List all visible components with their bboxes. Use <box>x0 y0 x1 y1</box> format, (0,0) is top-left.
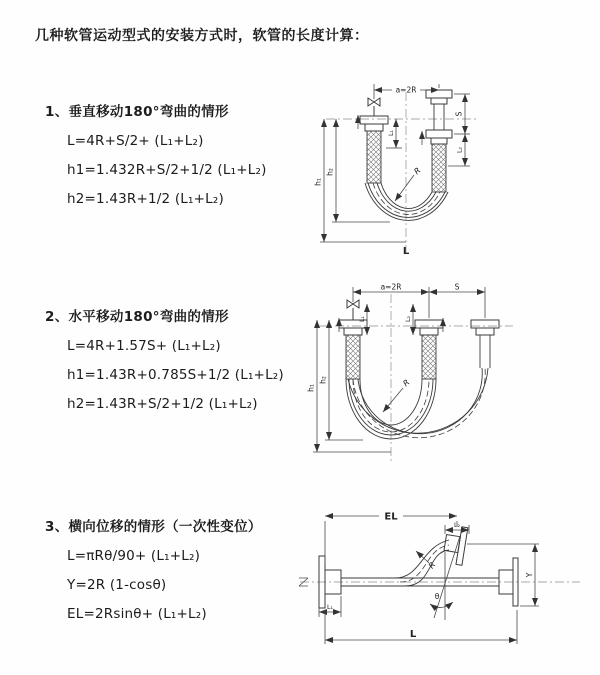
diagram-lateral-displacement <box>295 500 585 655</box>
formula-line: EL=2Rsinθ+ (L₁+L₂) <box>67 606 207 622</box>
dimension-s <box>454 94 470 134</box>
left-flange-fitting <box>339 320 367 379</box>
formula-line: L=4R+1.57S+ (L₁+L₂) <box>67 338 221 354</box>
diagram-horizontal-180-bend <box>303 276 583 471</box>
formula-line: L=4R+S/2+ (L₁+L₂) <box>67 133 204 149</box>
dim-label-h2: h₂ <box>318 376 328 384</box>
left-flange-fitting <box>360 116 388 183</box>
middle-flange-fitting <box>415 320 443 379</box>
formula-line: Y=2R (1-cosθ) <box>67 577 167 593</box>
dim-label-l1: L₁ <box>326 604 334 611</box>
formula-line: h2=1.43R+1/2 (L₁+L₂) <box>67 191 224 207</box>
dimension-a2r <box>374 84 439 99</box>
dimension-l1 <box>319 596 341 617</box>
dim-label-h1: h₁ <box>313 178 323 186</box>
section-vertical-movement <box>45 100 310 207</box>
dim-label-el: EL <box>384 511 398 523</box>
dimension-a2r <box>353 283 485 319</box>
formula-line: h2=1.43R+S/2+1/2 (L₁+L₂) <box>67 396 258 412</box>
diagram-vertical-180-bend <box>306 72 576 257</box>
dim-label-s: S <box>454 111 464 117</box>
section-horizontal-movement <box>45 305 310 412</box>
formula-line: L=πRθ/90+ (L₁+L₂) <box>67 548 201 564</box>
dim-label-r: R <box>426 560 438 571</box>
section-3-heading: 3、横向位移的情形（一次性变位） <box>45 519 262 535</box>
dim-label-h2: h₂ <box>325 168 335 176</box>
right-flange-fitting <box>426 90 452 192</box>
dim-label-r: R <box>401 377 412 389</box>
dimension-l2 <box>445 522 469 534</box>
radius-callout <box>383 378 411 412</box>
dim-label-l1: L₁ <box>388 129 395 137</box>
dimension-y <box>467 544 539 606</box>
section-1-heading: 1、垂直移动180°弯曲的情形 <box>45 104 229 120</box>
dim-label-l2: L₂ <box>453 522 461 529</box>
dim-label-h1: h₁ <box>306 384 316 392</box>
dim-label-theta: θ <box>434 592 440 601</box>
dim-label-r: R <box>412 165 423 177</box>
page-title: 几种软管运动型式的安装方式时，软管的长度计算： <box>35 28 369 44</box>
dimension-l2 <box>405 304 413 335</box>
valve-icon <box>347 300 359 320</box>
dim-label-y: Y <box>525 572 534 578</box>
section-lateral-displacement <box>45 515 310 622</box>
dimension-s <box>429 283 485 293</box>
formula-line: h1=1.432R+S/2+1/2 (L₁+L₂) <box>67 162 267 178</box>
dim-label-L: L <box>402 246 410 257</box>
dimension-l <box>325 610 517 644</box>
section-2-heading: 2、水平移动180°弯曲的情形 <box>45 309 229 325</box>
formula-line: h1=1.43R+0.785S+1/2 (L₁+L₂) <box>67 367 284 383</box>
dim-label-l1: L₁ <box>359 315 366 323</box>
dim-label-a2r: a=2R <box>380 282 402 292</box>
hose-s-curve <box>395 540 449 586</box>
dimension-l2 <box>448 134 470 166</box>
dim-label-a2r: a=2R <box>395 85 417 95</box>
dimension-h1 <box>314 119 407 242</box>
valve-icon <box>368 98 380 116</box>
radius-callout <box>395 166 422 201</box>
dim-label-l2: L₂ <box>405 315 412 323</box>
dim-label-L: L <box>409 629 417 640</box>
right-flange-fitting <box>471 320 499 368</box>
dim-label-l2: L₂ <box>456 146 464 154</box>
dim-label-s: S <box>454 282 460 292</box>
dimension-l1 <box>359 304 367 335</box>
upper-flange-fitting <box>442 525 468 566</box>
